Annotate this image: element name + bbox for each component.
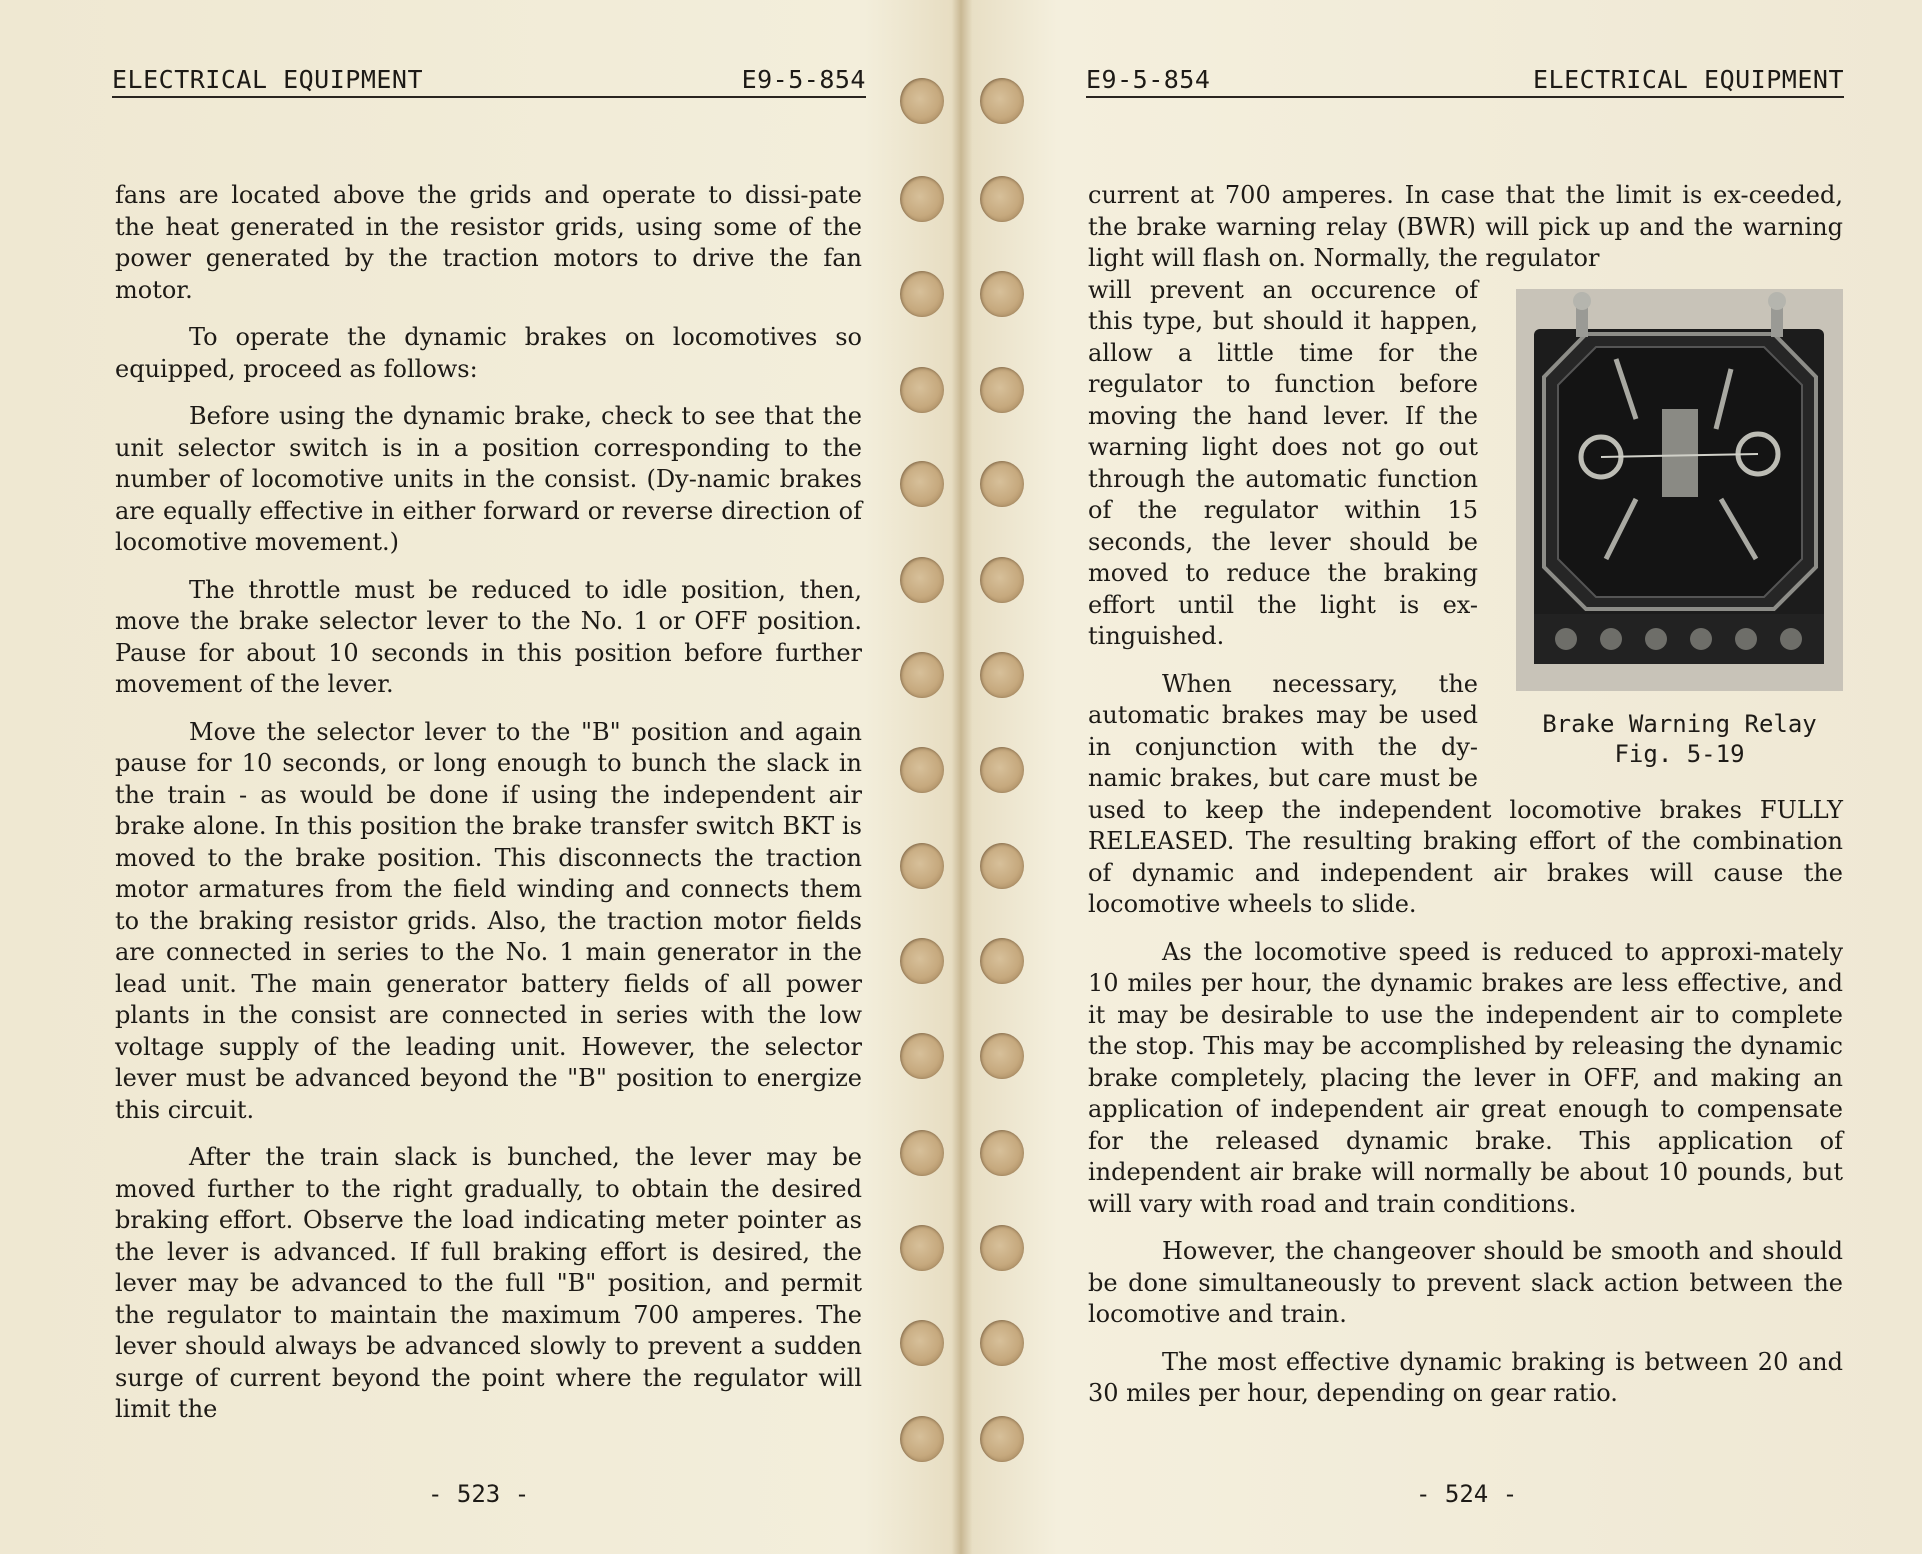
relay-photo <box>1516 289 1843 691</box>
header-doc-code: E9-5-854 <box>1086 65 1211 94</box>
left-page-body <box>115 180 862 1442</box>
right-page-header <box>1086 64 1844 98</box>
binding-hole <box>900 1320 944 1366</box>
paragraph: fans are located above the grids and operate to dissi-pate the heat generated in the resistor grids, using some of the power generated by the traction motors to drive the fan motor. <box>115 181 862 304</box>
paragraph: The throttle must be reduced to idle position, then, move the brake selector lever to the No. 1 or OFF position. Pause for about 10 seconds in this position before further movement of the lever. <box>115 575 862 698</box>
paragraph: To operate the dynamic brakes on locomotives so equipped, proceed as follows: <box>115 323 862 383</box>
binding-hole <box>900 271 944 317</box>
binding-hole <box>900 176 944 222</box>
binding-hole <box>900 461 944 507</box>
paragraph: As the locomotive speed is reduced to approxi-mately 10 miles per hour, the dynamic brakes are less effective, and it may be desirable to use the independent air to complete the stop. This may be accomplished by releasing the dynamic brake completely, placing the lever in OFF, and making an application of independent air great enough to compensate for the released dynamic brake. This application of independent air brake will normally be about 10 pounds, but will vary with road and train conditions. <box>1088 937 1843 1218</box>
paragraph: Move the selector lever to the "B" position and again pause for 10 seconds, or long enough to bunch the slack in the train - as would be done if using the independent air brake alone. In this position the brake transfer switch BKT is moved to the brake position. This disconnects the traction motor armatures from the field winding and connects them to the braking resistor grids. Also, the traction motor fields are connected in series to the No. 1 main generator in the lead unit. The main generator battery fields of all power plants in the consist are connected in series with the low voltage supply of the leading unit. However, the selector lever must be advanced beyond the "B" position to energize this circuit. <box>115 717 862 1124</box>
header-section-title: ELECTRICAL EQUIPMENT <box>1532 65 1844 94</box>
binding-hole <box>900 652 944 698</box>
binding-hole <box>900 1416 944 1462</box>
paragraph: will prevent an occurence of this type, but should it happen, allow a little time for the regulator to function before moving the hand lever. If the warning light does not go out through the automatic function of the regulator within 15 seconds, the lever should be moved to reduce the braking effort until the light is ex-tinguished. <box>1088 275 1478 650</box>
binding-hole <box>900 78 944 124</box>
paragraph: After the train slack is bunched, the lever may be moved further to the right gradually, to obtain the desired braking effort. Observe the load indicating meter pointer as the lever is advanced. If full braking effort is desired, the lever may be advanced to the full "B" position, and permit the regulator to maintain the maximum 700 amperes. The lever should always be advanced slowly to prevent a sudden surge of current beyond the point where the regulator will limit the <box>115 1143 862 1423</box>
paragraph: current at 700 amperes. In case that the limit is ex-ceeded, the brake warning relay (BWR) will pick up and the warning light will flash on. Normally, the regulator <box>1088 181 1843 272</box>
header-section-title: ELECTRICAL EQUIPMENT <box>112 65 424 94</box>
binding-hole <box>900 1033 944 1079</box>
figure-number: Fig. 5-19 <box>1614 739 1745 768</box>
page-number: - 523 - <box>428 1480 530 1508</box>
paragraph: However, the changeover should be smooth and should be done simultaneously to prevent slack action between the locomotive and train. <box>1088 1237 1843 1328</box>
page-number: - 524 - <box>1416 1480 1518 1508</box>
right-page-body <box>1088 180 1843 1426</box>
relay-illustration <box>1516 289 1843 691</box>
right-page <box>965 0 1922 1554</box>
paragraph: Before using the dynamic brake, check to see that the unit selector switch is in a position corresponding to the number of locomotive units in the consist. (Dy-namic brakes are equally effective in either forward or reverse direction of locomotive movement.) <box>115 402 862 556</box>
binding-hole <box>900 747 944 793</box>
binding-hole <box>900 557 944 603</box>
left-page <box>0 0 955 1554</box>
paragraph: When necessary, the automatic brakes may be used in conjunction with the dy-namic brakes, but care must be used to keep the independent locomotive brakes FULLY RELEASED. The resulting braking effort of the combination of dynamic and independent air brakes will cause the locomotive wheels to slide. <box>1088 669 1843 918</box>
left-page-header <box>112 64 866 98</box>
figure-caption: Brake Warning Relay <box>1542 709 1817 738</box>
binding-hole <box>900 1130 944 1176</box>
binding-hole <box>900 367 944 413</box>
binding-hole <box>900 938 944 984</box>
binding-hole <box>900 843 944 889</box>
figure-brake-warning-relay <box>1506 279 1843 769</box>
paragraph: The most effective dynamic braking is between 20 and 30 miles per hour, depending on gear ratio. <box>1088 1347 1843 1407</box>
header-doc-code: E9-5-854 <box>741 65 866 94</box>
binding-hole <box>900 1225 944 1271</box>
